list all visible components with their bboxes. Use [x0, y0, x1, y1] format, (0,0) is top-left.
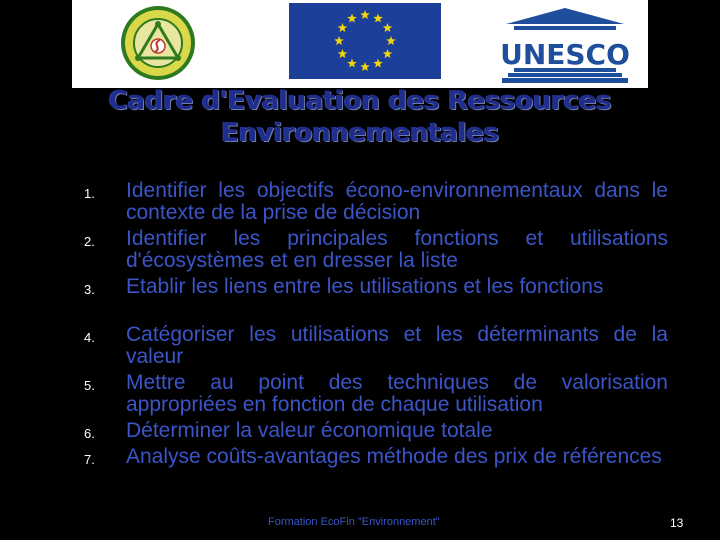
- item-number: 1.: [84, 186, 95, 201]
- slide-title: [0, 84, 720, 150]
- item-text: Déterminer la valeur économique totale: [126, 419, 493, 442]
- item-number: 7.: [84, 452, 95, 467]
- page-number: 13: [670, 516, 684, 530]
- item-number: 2.: [84, 234, 95, 249]
- item-number: 3.: [84, 282, 95, 297]
- item-number: 5.: [84, 378, 95, 393]
- emblem-logo: [108, 4, 208, 82]
- title-line-2: Environnementales: [221, 118, 499, 148]
- logo-strip: [72, 0, 648, 88]
- unesco-logo: [500, 6, 630, 84]
- footer-source: Formation EcoFin "Environnement": [268, 516, 440, 528]
- item-text: Catégoriser les utilisations et les déterminants de la valeur: [126, 323, 668, 368]
- item-text: Mettre au point des techniques de valorisation appropriées en fonction de chaque utilisation: [126, 371, 668, 416]
- item-text: Identifier les objectifs écono-environnementaux dans le contexte de la prise de décision: [126, 179, 668, 224]
- item-text: Analyse coûts-avantages méthode des prix de références: [126, 445, 662, 468]
- eu-flag-logo: [289, 3, 441, 79]
- item-text: Etablir les liens entre les utilisations et les fonctions: [126, 275, 604, 298]
- title-line-1: Cadre d'Evaluation des Ressources: [108, 86, 612, 116]
- unesco-text: UNESCO: [500, 38, 630, 71]
- item-number: 6.: [84, 426, 95, 441]
- item-number: 4.: [84, 330, 95, 345]
- item-text: Identifier les principales fonctions et utilisations d'écosystèmes et en dresser la liste: [126, 227, 668, 272]
